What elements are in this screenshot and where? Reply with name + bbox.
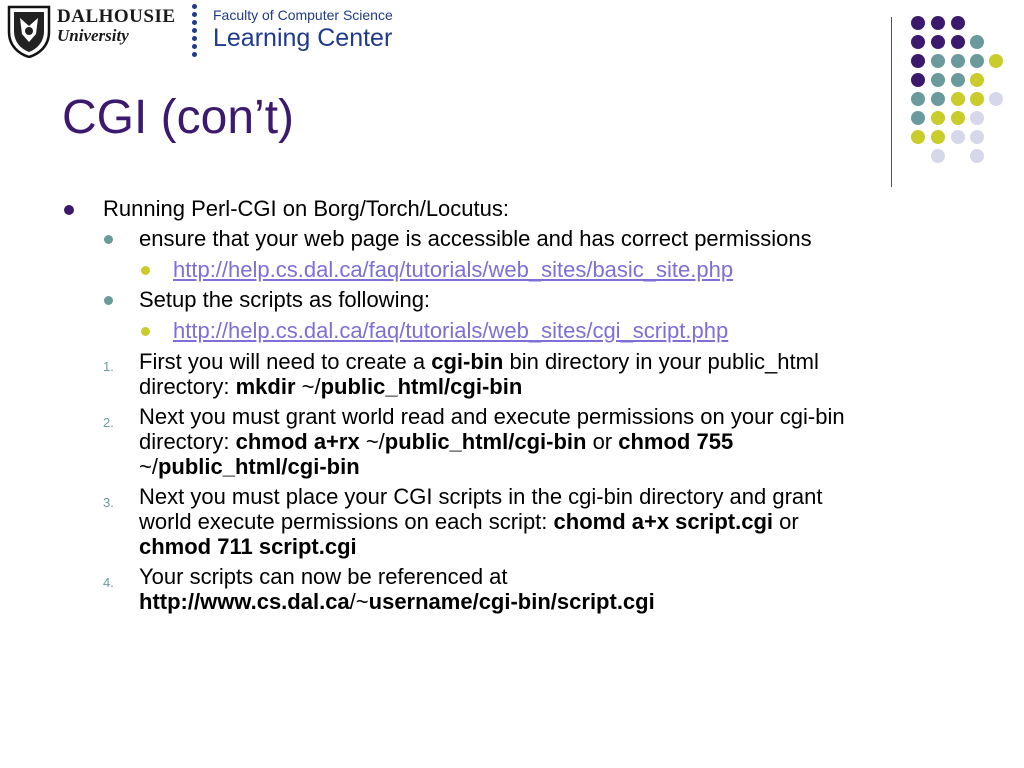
step-1-line-1: First you will need to create a cgi-bin bin directory in your public_html	[139, 349, 819, 374]
step-number: 3.	[103, 495, 114, 510]
step-number: 2.	[103, 415, 114, 430]
university-name: DALHOUSIE	[57, 6, 176, 27]
bullet-level2	[104, 296, 113, 305]
step-4-line-1: Your scripts can now be referenced at	[139, 564, 508, 589]
university-subtitle: University	[57, 26, 129, 45]
step-3-line-2: world execute permissions on each script: chomd a+x script.cgi or	[139, 509, 799, 534]
link-basic-site[interactable]: http://help.cs.dal.ca/faq/tutorials/web_sites/basic_site.php	[173, 257, 734, 282]
step-number: 4.	[103, 575, 114, 590]
slide-title: CGI (con’t)	[62, 91, 295, 144]
step-2-line-2: directory: chmod a+rx ~/public_html/cgi-bin or chmod 755	[139, 429, 734, 454]
step-3-line-3: chmod 711 script.cgi	[139, 534, 357, 559]
link-cgi-script[interactable]: http://help.cs.dal.ca/faq/tutorials/web_sites/cgi_script.php	[173, 318, 729, 343]
step-2-line-1: Next you must grant world read and execute permissions on your cgi-bin	[139, 404, 845, 429]
bullet-text: Setup the scripts as following:	[139, 287, 431, 312]
learning-center-name: Learning Center	[213, 24, 393, 52]
bullet-level2	[104, 235, 113, 244]
bullet-text: Running Perl-CGI on Borg/Torch/Locutus:	[103, 196, 509, 221]
step-1-line-2: directory: mkdir ~/public_html/cgi-bin	[139, 374, 523, 399]
step-number: 1.	[103, 359, 114, 374]
step-3-line-1: Next you must place your CGI scripts in the cgi-bin directory and grant	[139, 484, 823, 509]
step-4-line-2: http://www.cs.dal.ca/~username/cgi-bin/script.cgi	[139, 589, 655, 614]
bullet-level1	[64, 205, 74, 215]
faculty-name: Faculty of Computer Science	[213, 7, 393, 23]
bullet-text: ensure that your web page is accessible and has correct permissions	[139, 226, 812, 251]
bullet-level3	[141, 327, 150, 336]
step-2-line-3: ~/public_html/cgi-bin	[139, 454, 360, 479]
bullet-level3	[141, 266, 150, 275]
